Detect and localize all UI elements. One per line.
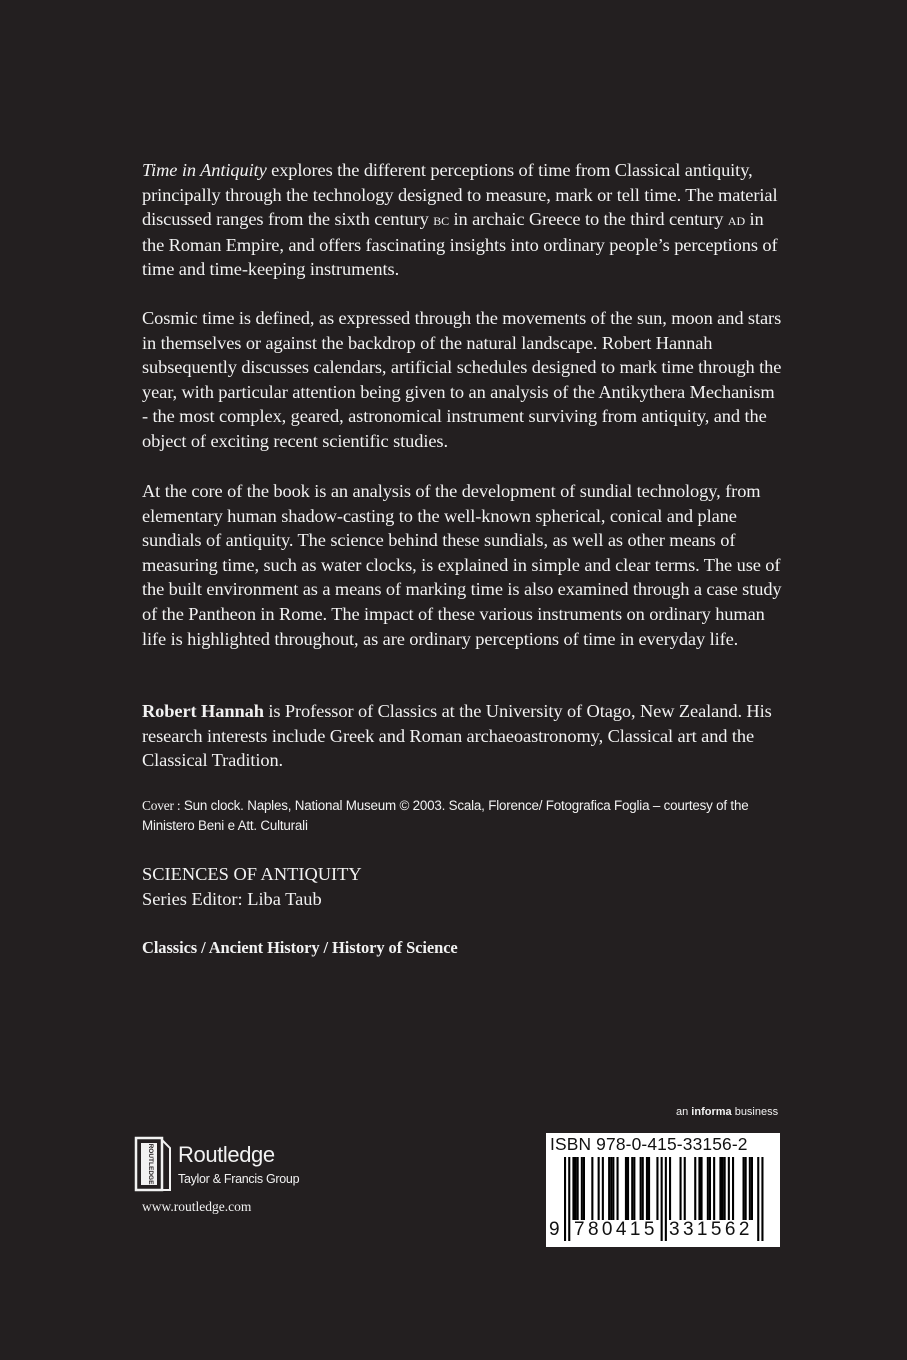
barcode-bar — [568, 1157, 570, 1241]
barcode-bar — [577, 1157, 579, 1220]
routledge-vertical-text: ROUTLEDGE — [147, 1143, 154, 1185]
series-name: SCIENCES OF ANTIQUITY — [142, 864, 362, 884]
era-ad: ad — [727, 210, 746, 230]
publisher-url[interactable]: www.routledge.com — [142, 1199, 252, 1214]
barcode-bar — [656, 1157, 658, 1220]
barcode-bar — [719, 1157, 721, 1220]
description-paragraph-3: At the core of the book is an analysis of the development of sundial technology, from elementary human shadow-casting to the well-known spherical, conical and plane sundials of antiquity. The science behind these sundials, as well as other means of measuring time, such as water clocks, is explained in simple and clear terms. The use of the built environment as a means of marking time is also examined through a case study of the Pantheon in Rome. The impact of these various instruments on ordinary human life is highlighted throughout, as are ordinary perceptions of time in everyday life. — [142, 481, 782, 649]
author-bio — [142, 699, 782, 773]
routledge-logo — [134, 1136, 324, 1196]
barcode-bar — [757, 1157, 759, 1241]
barcode-bar — [598, 1157, 600, 1220]
routledge-r-icon — [134, 1136, 174, 1194]
barcode-bar — [631, 1157, 633, 1220]
barcode-bar — [617, 1157, 619, 1220]
description-block — [142, 158, 782, 282]
series-block — [142, 862, 362, 912]
barcode-bar — [761, 1157, 763, 1241]
barcode-bar — [564, 1157, 566, 1241]
series-editor: Series Editor: Liba Taub — [142, 889, 322, 909]
barcode-bar — [669, 1157, 671, 1220]
ean-right-digits: 331562 — [669, 1219, 753, 1240]
tagline-post: business — [731, 1106, 779, 1118]
barcode-bar — [724, 1157, 726, 1220]
barcode-bar — [684, 1157, 686, 1220]
barcode-bar — [745, 1157, 747, 1220]
barcode-bar — [602, 1157, 604, 1220]
barcode-bar — [640, 1157, 642, 1220]
author-bio-text: is Professor of Classics at the University of Otago, New Zealand. His research interests include Greek and Roman archaeoastronomy, Classical art and the Classical Tradition. — [142, 701, 772, 771]
ean-left-digits: 780415 — [574, 1219, 658, 1240]
barcode-bar — [627, 1157, 629, 1220]
p1-text-3: in the Roman Empire, and offers fascinating insights into ordinary people’s perceptions of time and time-keeping instruments. — [142, 209, 778, 280]
barcode-bar — [665, 1157, 667, 1241]
barcode-bar — [646, 1157, 648, 1220]
author-name: Robert Hannah — [142, 701, 264, 721]
description-paragraph-1 — [142, 158, 782, 282]
book-title: Time in Antiquity — [142, 160, 267, 180]
p1-text-1: explores the different perceptions of time from Classical antiquity, principally through the technology designed to measure, mark or tell time. The material discussed ranges from the sixth century — [142, 160, 778, 230]
barcode-bar — [608, 1157, 610, 1220]
barcode-bar — [751, 1157, 753, 1220]
barcode-bar — [642, 1157, 644, 1220]
barcode-bar — [732, 1157, 734, 1220]
barcode-bar — [698, 1157, 700, 1220]
ean-first-digit: 9 — [549, 1219, 560, 1240]
barcode-bar — [575, 1157, 577, 1220]
barcode-bar — [581, 1157, 583, 1220]
subject-categories: Classics / Ancient History / History of Science — [142, 938, 458, 957]
barcode-bar — [701, 1157, 703, 1220]
barcode-bar — [722, 1157, 724, 1220]
publisher-group: Taylor & Francis Group — [178, 1172, 300, 1186]
era-bc: bc — [433, 210, 450, 230]
tagline-pre: an — [676, 1106, 692, 1118]
publisher-name: Routledge — [178, 1142, 275, 1167]
barcode-bar — [583, 1157, 585, 1220]
informa-tagline — [676, 1106, 778, 1118]
cover-credit-text: Sun clock. Naples, National Museum © 2003. Scala, Florence/ Fotografica Foglia – courtesy of the Ministero Beni e Att. Culturali — [142, 798, 749, 833]
barcode-bar — [707, 1157, 709, 1220]
barcode-bar — [713, 1157, 715, 1220]
barcode-bar — [610, 1157, 612, 1220]
barcode-bar — [694, 1157, 696, 1220]
p1-text-2: in archaic Greece to the third century — [449, 209, 728, 230]
isbn-barcode — [546, 1133, 780, 1247]
barcode-bar — [612, 1157, 614, 1220]
barcode-bar — [625, 1157, 627, 1220]
barcode-bar — [749, 1157, 751, 1220]
cover-credit — [142, 796, 792, 836]
barcode-bar — [572, 1157, 574, 1220]
barcode-bar — [591, 1157, 593, 1220]
barcode-bar — [633, 1157, 635, 1220]
description-paragraph-2: Cosmic time is defined, as expressed through the movements of the sun, moon and stars in themselves or against the backdrop of the natural landscape. Robert Hannah subsequently discusses calendars, artificial schedules designed to mark time through the year, with particular attention being given to an analysis of the Antikythera Mechanism - the most complex, geared, astronomical instrument surviving from antiquity, and the object of exciting recent scientific studies. — [142, 308, 782, 451]
tagline-brand: informa — [691, 1106, 732, 1118]
isbn-label: ISBN 978-0-415-33156-2 — [550, 1134, 748, 1154]
barcode-bar — [709, 1157, 711, 1220]
barcode-bar — [661, 1157, 663, 1241]
cover-credit-lead: Cover : — [142, 798, 181, 813]
barcode-bar — [648, 1157, 650, 1220]
barcode-bar — [743, 1157, 745, 1220]
barcode-bar — [728, 1157, 730, 1220]
barcode-bar — [680, 1157, 682, 1220]
